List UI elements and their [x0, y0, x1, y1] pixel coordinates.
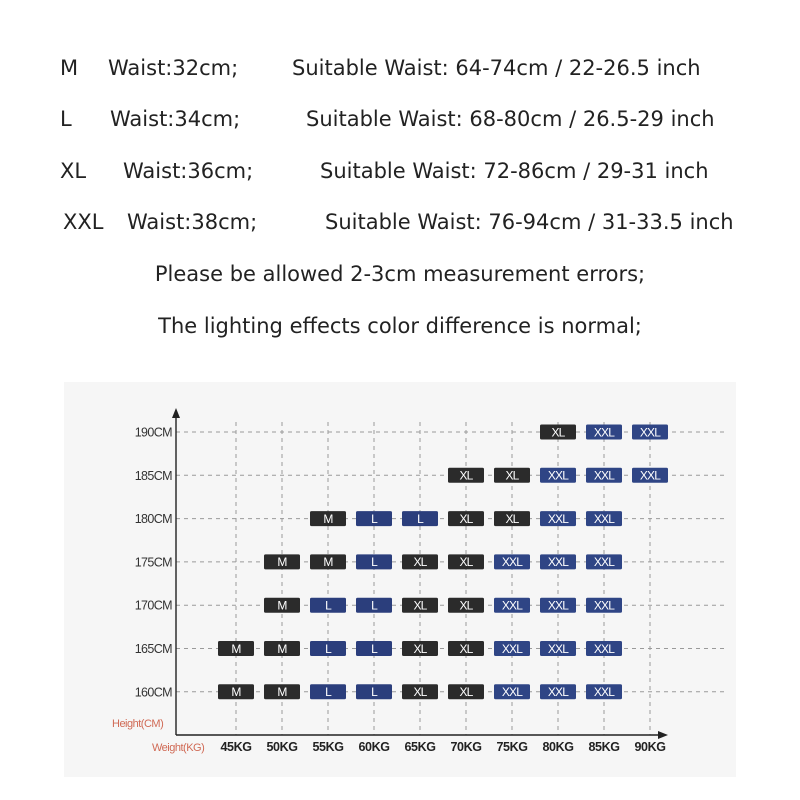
x-tick-label: 70KG — [450, 740, 482, 754]
size-cell-label: XL — [505, 511, 519, 526]
suitable-waist-text: Suitable Waist: 64-74cm / 22-26.5 inch — [292, 56, 701, 80]
size-cell-label: XL — [413, 641, 427, 656]
size-cell-label: L — [325, 598, 331, 613]
x-tick-label: 45KG — [220, 740, 252, 754]
size-cell-label: M — [277, 641, 287, 656]
x-tick-label: 80KG — [542, 740, 574, 754]
size-cell-label: XXL — [501, 598, 523, 613]
y-tick-label: 160CM — [134, 685, 172, 700]
x-tick-label: 85KG — [588, 740, 620, 754]
size-cell-label: XXL — [593, 425, 615, 440]
suitable-waist-text: Suitable Waist: 68-80cm / 26.5-29 inch — [306, 107, 715, 131]
size-cell-label: M — [277, 598, 287, 613]
size-cell-label: XXL — [639, 468, 661, 483]
size-cell-label: M — [277, 555, 287, 570]
size-cell-label: M — [231, 641, 241, 656]
size-cell-label: XXL — [501, 641, 523, 656]
size-row-m — [0, 48, 800, 88]
size-cell-label: XL — [413, 598, 427, 613]
waist-text: Waist:36cm; — [123, 159, 254, 183]
size-cell-label: XL — [459, 511, 473, 526]
size-cell-label: M — [323, 555, 333, 570]
measurement-error-note: Please be allowed 2-3cm measurement errors; — [154, 262, 646, 286]
size-cell-label: XL — [459, 468, 473, 483]
size-cell-label: XXL — [547, 511, 569, 526]
size-cell-label: XXL — [593, 468, 615, 483]
x-tick-label: 60KG — [358, 740, 390, 754]
size-cell-label: L — [325, 685, 331, 700]
size-cell-label: XXL — [547, 641, 569, 656]
waist-text: Waist:38cm; — [127, 210, 258, 234]
size-cell-label: XXL — [593, 641, 615, 656]
size-cell-label: XL — [459, 685, 473, 700]
size-cell-label: XXL — [593, 555, 615, 570]
size-label: M — [60, 56, 79, 80]
size-cell-label: XL — [459, 641, 473, 656]
size-cell-label: L — [325, 641, 331, 656]
size-cell-label: M — [323, 511, 333, 526]
size-row-l — [0, 99, 800, 139]
size-cell-label: XXL — [593, 598, 615, 613]
size-label: XL — [60, 159, 87, 183]
size-cell-label: XL — [459, 598, 473, 613]
x-tick-label: 55KG — [312, 740, 344, 754]
size-cell-label: L — [371, 555, 377, 570]
y-tick-label: 185CM — [134, 468, 172, 483]
x-axis-title: Weight(KG) — [152, 742, 205, 754]
size-cell-label: XL — [413, 685, 427, 700]
size-cell-label: XXL — [593, 511, 615, 526]
size-row-xl — [0, 151, 800, 191]
size-cell-label: XL — [413, 555, 427, 570]
y-tick-label: 190CM — [134, 425, 172, 440]
suitable-waist-text: Suitable Waist: 72-86cm / 29-31 inch — [320, 159, 709, 183]
size-cell-label: XXL — [501, 685, 523, 700]
size-cell-label: XL — [505, 468, 519, 483]
y-axis-arrow-icon — [172, 408, 180, 418]
size-cell-label: XXL — [547, 685, 569, 700]
size-cell-label: L — [371, 511, 377, 526]
size-cell-label: L — [371, 598, 377, 613]
x-axis-arrow-icon — [658, 731, 668, 739]
size-row-xxl — [0, 202, 800, 242]
suitable-waist-text: Suitable Waist: 76-94cm / 31-33.5 inch — [325, 210, 734, 234]
y-tick-label: 180CM — [134, 512, 172, 527]
size-label: L — [60, 107, 72, 131]
size-cell-label: L — [371, 685, 377, 700]
size-cell-label: M — [231, 685, 241, 700]
size-cell-label: XXL — [593, 685, 615, 700]
size-cell-label: XXL — [501, 555, 523, 570]
size-cell-label: XXL — [639, 425, 661, 440]
y-tick-label: 175CM — [134, 555, 172, 570]
y-tick-label: 165CM — [134, 642, 172, 656]
x-tick-label: 75KG — [496, 740, 528, 754]
y-tick-label: 170CM — [134, 598, 172, 613]
y-axis-title: Height(CM) — [112, 718, 164, 730]
size-cell-label: XXL — [547, 598, 569, 613]
x-tick-label: 50KG — [266, 740, 298, 754]
x-tick-label: 65KG — [404, 740, 436, 754]
size-label: XXL — [63, 210, 104, 234]
size-cell-label: L — [371, 641, 377, 656]
size-chart-panel — [64, 382, 736, 777]
x-tick-label: 90KG — [634, 740, 666, 754]
size-cell-label: M — [277, 685, 287, 700]
size-cell-label: XL — [551, 425, 565, 440]
size-cell-label: XXL — [547, 555, 569, 570]
color-difference-note: The lighting effects color difference is normal; — [158, 314, 642, 338]
size-cell-label: L — [417, 511, 423, 526]
size-cell-label: XL — [459, 555, 473, 570]
size-chart — [64, 382, 736, 777]
size-cell-label: XXL — [547, 468, 569, 483]
waist-text: Waist:34cm; — [110, 107, 241, 131]
waist-text: Waist:32cm; — [108, 56, 239, 80]
